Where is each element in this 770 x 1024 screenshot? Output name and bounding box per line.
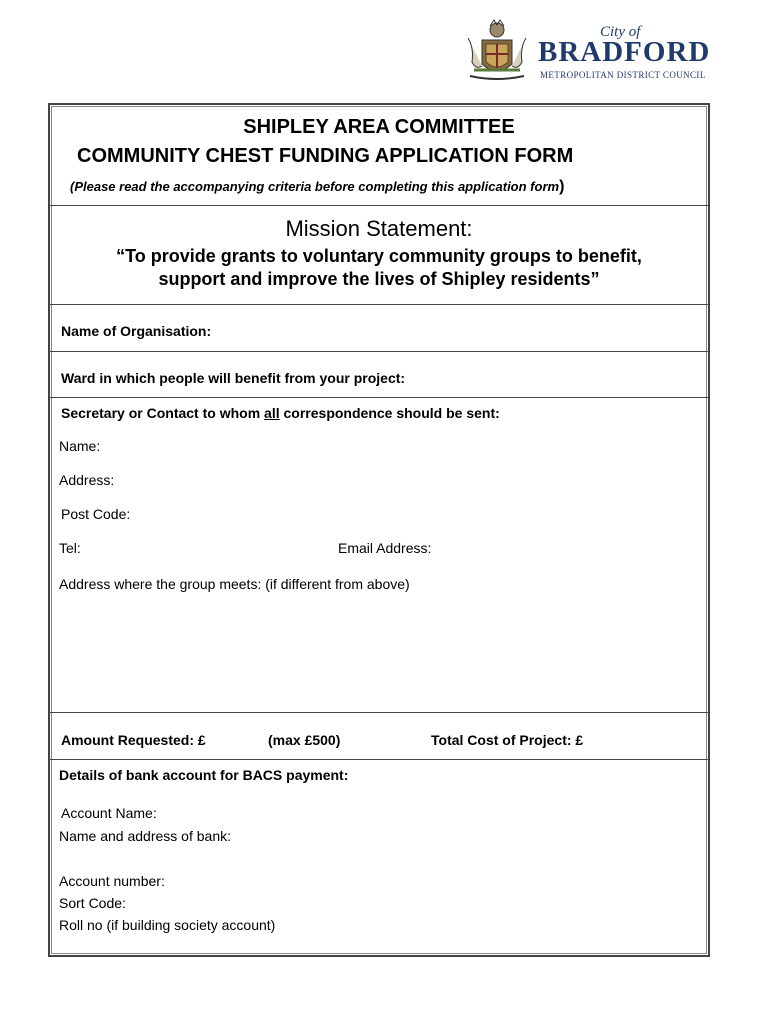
ward-row — [50, 351, 708, 352]
coat-of-arms-icon — [462, 18, 532, 86]
mission-quote-line1: “To provide grants to voluntary community groups to benefit, — [116, 246, 642, 266]
mission-quote-line2: support and improve the lives of Shipley residents” — [158, 269, 600, 289]
address-label: Address: — [59, 472, 115, 488]
account-name-label: Account Name: — [61, 805, 157, 821]
logo-name: BRADFORD — [538, 36, 711, 68]
contact-label: Secretary or Contact to whom all correspondence should be sent: — [61, 405, 500, 421]
contact-section — [50, 397, 708, 398]
bank-name-address-label: Name and address of bank: — [59, 828, 231, 844]
amount-row — [50, 712, 708, 713]
postcode-label: Post Code: — [61, 506, 131, 522]
application-form — [48, 103, 710, 957]
mission-title: Mission Statement: — [285, 216, 473, 241]
amount-max-label: (max £500) — [268, 732, 341, 748]
tel-label: Tel: — [59, 540, 81, 556]
roll-no-label: Roll no (if building society account) — [59, 917, 276, 933]
ward-label: Ward in which people will benefit from your project: — [61, 370, 406, 386]
sort-code-label: Sort Code: — [59, 895, 126, 911]
amount-requested-label: Amount Requested: £ — [61, 732, 206, 748]
form-title-line2: COMMUNITY CHEST FUNDING APPLICATION FORM — [77, 145, 574, 167]
bank-section — [50, 759, 708, 760]
organisation-label: Name of Organisation: — [61, 323, 212, 339]
organisation-row — [50, 304, 708, 305]
criteria-note: (Please read the accompanying criteria before completing this application form) — [70, 178, 565, 195]
meeting-address-label: Address where the group meets: (if different from above) — [59, 576, 410, 592]
email-label: Email Address: — [338, 540, 432, 556]
logo-city: City of — [600, 24, 641, 40]
account-number-label: Account number: — [59, 873, 165, 889]
mission-section — [50, 205, 708, 206]
bank-heading: Details of bank account for BACS payment: — [59, 767, 349, 783]
name-label: Name: — [59, 438, 101, 454]
total-cost-label: Total Cost of Project: £ — [431, 732, 584, 748]
form-title-line1: SHIPLEY AREA COMMITTEE — [243, 116, 515, 138]
logo-subtitle: METROPOLITAN DISTRICT COUNCIL — [540, 70, 706, 80]
